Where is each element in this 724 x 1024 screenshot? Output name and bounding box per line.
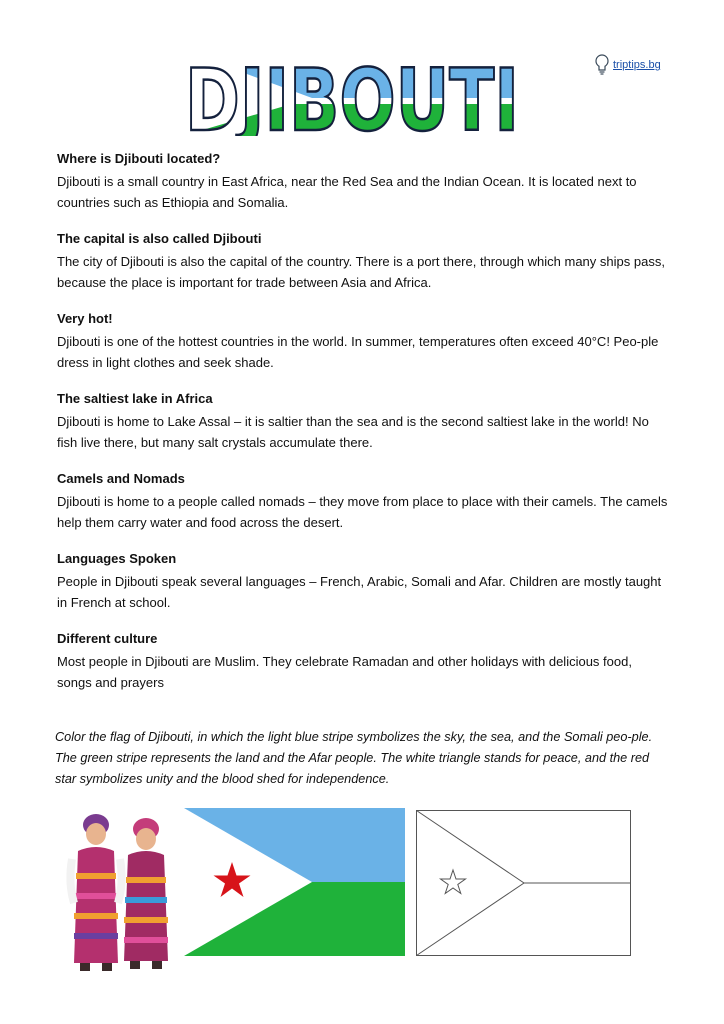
brand-text[interactable]: triptips.bg xyxy=(613,59,661,71)
page-title xyxy=(182,50,522,136)
section-languages xyxy=(57,550,669,613)
page-title-text: DJIBOUTI xyxy=(185,51,519,136)
section-heading: Different culture xyxy=(57,631,158,646)
children-illustration xyxy=(64,803,176,973)
section-heading: The capital is also called Djibouti xyxy=(57,231,262,246)
section-heading: Where is Djibouti located? xyxy=(57,151,221,166)
djibouti-flag-outline[interactable] xyxy=(416,810,631,956)
section-location xyxy=(57,150,669,213)
article-body xyxy=(57,150,669,710)
section-nomads xyxy=(57,470,669,533)
section-text: Most people in Djibouti are Muslim. They celebrate Ramadan and other holidays with delicious food, songs and prayers xyxy=(57,654,632,690)
section-heading: Camels and Nomads xyxy=(57,471,185,486)
coloring-instructions: Color the flag of Djibouti, in which the light blue stripe symbolizes the sky, the sea, and the Somali peo-ple. The green stripe represents the land and the Afar people. The white triangle stands for peace, and the red star symbolizes unity and the blood shed for independence. xyxy=(55,730,653,786)
section-heading: The saltiest lake in Africa xyxy=(57,391,213,406)
section-text: People in Djibouti speak several languages – French, Arabic, Somali and Afar. Children are mostly taught in French at school. xyxy=(57,574,662,610)
section-heading: Very hot! xyxy=(57,311,113,326)
lightbulb-icon xyxy=(594,54,610,76)
section-heading: Languages Spoken xyxy=(57,551,177,566)
section-capital xyxy=(57,230,669,293)
section-text: Djibouti is one of the hottest countries in the world. In summer, temperatures often exceed 40°C! Peo-ple dress in light clothes and seek shade. xyxy=(57,334,659,370)
section-text: Djibouti is home to a people called nomads – they move from place to place with their camels. The camels help them carry water and food across the desert. xyxy=(57,494,668,530)
section-text: Djibouti is a small country in East Africa, near the Red Sea and the Indian Ocean. It is located next to countries such as Ethiopia and Somalia. xyxy=(57,174,637,210)
section-culture xyxy=(57,630,669,693)
section-text: The city of Djibouti is also the capital of the country. There is a port there, through which many ships pass, because the place is important for trade between Asia and Africa. xyxy=(57,254,665,290)
section-climate xyxy=(57,310,669,373)
djibouti-flag-colored xyxy=(184,808,405,956)
brand-link[interactable] xyxy=(594,54,661,76)
section-text: Djibouti is home to Lake Assal – it is saltier than the sea and is the second saltiest lake in the world! No fish live there, but many salt crystals accumulate there. xyxy=(57,414,649,450)
section-lake xyxy=(57,390,669,453)
